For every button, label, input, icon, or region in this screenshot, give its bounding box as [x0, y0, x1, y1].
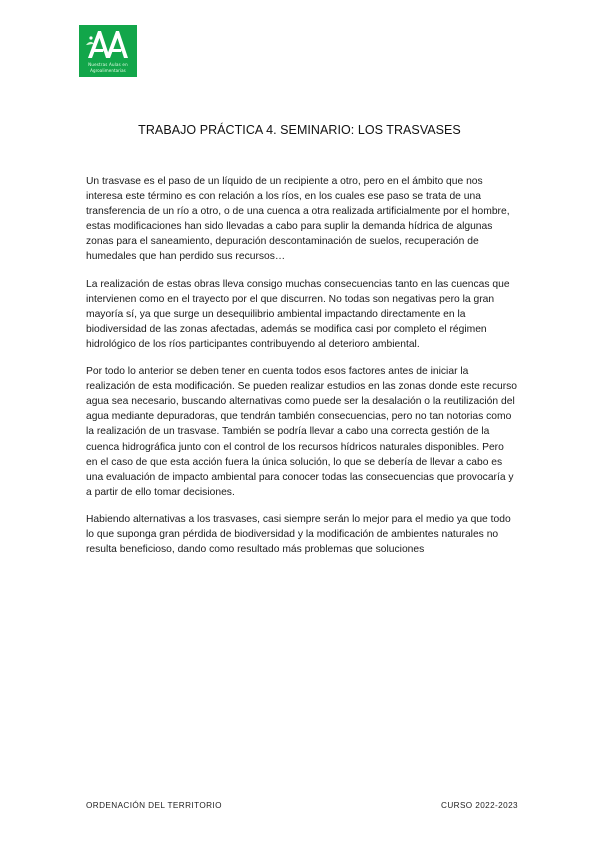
paragraph-2: La realización de estas obras lleva consigo muchas consecuencias tanto en las cuencas que intervienen como en el trayecto por el que discurren. No todas son negativas pero la gran mayoría sí, ya que surge un desequilibrio ambiental impactando directamente en la biodiversidad de las zonas afectadas, además se modifica casi por completo el régimen hidrológico de los ríos participantes contribuyendo al deterioro ambiental. [86, 278, 510, 350]
logo-text-line2: Agroalimentarias [90, 68, 126, 73]
footer-course-name: ORDENACIÓN DEL TERRITORIO [86, 801, 222, 810]
university-logo [79, 25, 137, 77]
paragraph-3: Por todo lo anterior se deben tener en cuenta todos esos factores antes de iniciar la realización de esta modificación. Se pueden realizar estudios en las zonas donde este recurso agua sea necesario, buscando alternativas como puede ser la desalación o la reutilización del agua mediante depuradoras, que tendrán también consecuencias, pero no tan notorias como la realización de un trasvase. También se podría llevar a cabo una correcta gestión de la cuenca hidrográfica junto con el control de los recursos hídricos naturales disponibles. Pero en el caso de que esta acción fuera la única solución, lo que se debería de llevar a cabo es una evaluación de impacto ambiental para conocer todas las consecuencias que provocaría y a partir de ello tomar decisiones. [86, 366, 518, 498]
paragraph-4: Habiendo alternativas a los trasvases, casi siempre serán lo mejor para el medio ya que todo lo que suponga gran pérdida de biodiversidad y la modificación de ambientes naturales no resulta beneficioso, dando como resultado más problemas que soluciones [86, 513, 511, 556]
footer-course-year: CURSO 2022-2023 [441, 801, 518, 810]
logo-text-line1: Nuestras Aulas en [88, 62, 128, 67]
paragraph-1: Un trasvase es el paso de un líquido de un recipiente a otro, pero en el ámbito que nos interesa este término es con relación a los ríos, en los cuales ese paso se trata de una transferencia de un río a otro, o de una cuenca a otra realizada artificialmente por el hombre, estas modificaciones han sido llevadas a cabo para suplir la demanda hídrica de algunas zonas para el saneamiento, depuración descontaminación de suelos, recuperación de humedales que han perdido sus recursos… [86, 176, 510, 263]
document-title: TRABAJO PRÁCTICA 4. SEMINARIO: LOS TRASVASES [138, 123, 461, 137]
document-body [86, 174, 518, 569]
